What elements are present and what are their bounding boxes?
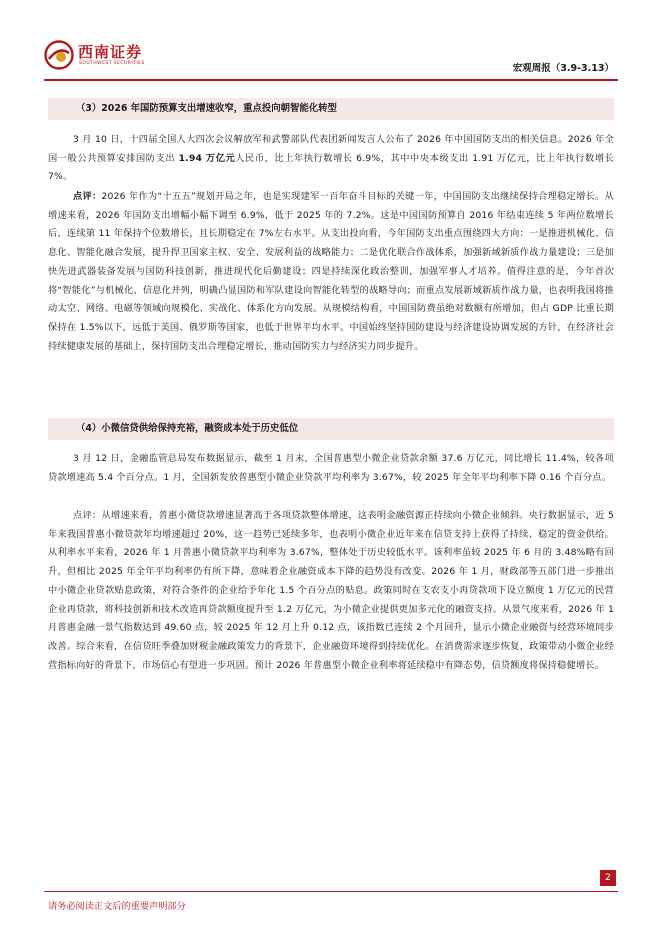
commentary-label: 点评： — [73, 191, 102, 202]
text-segment: 3 月 12 日，金融监管总局发布数据显示，截至 1 月末，全国普惠型小微企业贷款余额 37.6 万亿元，同比增长 11.4%，较各项贷款增速高 5.4 个百分点。1 月，全国新发放普惠型小微企业贷款平均利率为 3.67%，较 2025 年全年平均利率下降 0.16 个百分点。 — [48, 453, 614, 483]
logo-emblem-icon — [44, 40, 74, 70]
footer-divider — [44, 891, 618, 892]
highlight-value: 1.94 万亿元 — [178, 152, 236, 164]
paragraph-commentary — [48, 507, 614, 675]
footer-disclaimer: 请务必阅读正文后的重要声明部分 — [48, 901, 186, 912]
section-title-defense-budget: （3）2026 年国防预算支出增速收窄，重点投向朝智能化转型 — [48, 98, 614, 120]
text-segment: 点评：从增速来看，普惠小微贷款增速显著高于各项贷款整体增速，这表明金融资源正持续向小微企业倾斜。央行数据显示，近 5 年来我国普惠小微贷款年均增速超过 20%，这一趋势已延续多年，也表明小微企业近年来在信贷支持上获得了持续、稳定的资金供给。从利率水平来看，2026 年 1 月普惠小微贷款平均利率为 3.67%，整体处于历史较低水平。该利率虽较 2025 年 6 月的 3.48%略有回升，但相比 2025 年全年平均利率仍有所下降，意味着企业融资成本下降的趋势没有改变。2026 年 1 月，财政部等五部门进一步推出中小微企业贷款贴息政策，对符合条件的企业给予年化 1.5 个百分点的贴息。政策同时在支农支小再贷款项下设立额度 1 万亿元的民营企业再贷款，将科技创新和技术改造再贷款额度提升至 1.2 万亿元，为小微企业提供更加多元化的融资支持。从景气度来看，2026 年 1 月普惠金融一景气指数达到 49.60 点，较 2025 年 12 月上升 0.12 点，该指数已连续 2 个月回升，显示小微企业融资与经营环境同步改善。综合来看，在信贷旺季叠加财税金融政策发力的背景下，企业融资环境得到持续优化。在消费需求逐步恢复，政策带动小微企业经营指标向好的背景下，市场信心有望进一步巩固。预计 2026 年普惠型小微企业利率将延续稳中有降态势，信贷额度将保持稳健增长。 — [48, 510, 614, 671]
company-logo — [44, 40, 154, 72]
paragraph — [48, 131, 614, 187]
paragraph — [48, 450, 614, 487]
text-segment: 3 月 10 日，十四届全国人大四次会议解放军和武警部队代表团新闻发言人公布了 2026 年中国国防支出的相关信息。2026 年全国一般公共预算安排国防支出 — [48, 134, 614, 164]
header-divider — [44, 79, 618, 81]
text-segment: 人民币，比上年执行数增长 6.9%，其中中央本级支出 1.91 万亿元，比上年执行数增长 7%。 — [48, 152, 614, 183]
logo-text-cn: 西南证券 — [78, 43, 143, 61]
section-title-small-business-credit: （4）小微信贷供给保持充裕，融资成本处于历史低位 — [48, 418, 614, 440]
text-segment: 2026 年作为“十五五”规划开局之年，也是实现建军一百年奋斗目标的关键一年，中国国防支出继续保持合理稳定增长。从增速来看，2026 年国防支出增幅小幅下调至 6.9%，低于 2025 年的 7.2%。这是中国国防预算自 2016 年结束连续 5 年两位数增长后，连续第 11 年保持个位数增长，且长期稳定在 7%左右水平。从支出投向看，今年国防支出重点围绕四大方向：一是推进机械化、信息化、智能化融合发展，提升捍卫国家主权、安全、发展利益的战略能力；二是优化联合作战体系，加强新域新质作战力量建设；三是加快先进武器装备发展与国防科技创新，推进现代化后勤建设；四是持续深化政治整训，加强军事人才培养。值得注意的是，今年首次将“智能化”与机械化、信息化并列，明确凸显国防和军队建设向智能化转型的战略导向；而重点发展新域新质作战力量，也表明我国将推动太空、网络、电磁等领域向规模化、实战化、体系化方向发展。从规模结构看，中国国防费虽绝对数额有所增加，但占 GDP 比重长期保持在 1.5%以下，远低于美国、俄罗斯等国家，也低于世界平均水平。中国始终坚持国防建设与经济建设协调发展的方针，在经济社会持续健康发展的基础上，保持国防支出合理稳定增长，推动国防实力与经济实力同步提升。 — [48, 191, 614, 352]
logo-text-en: SOUTHWEST SECURITIES — [79, 61, 145, 66]
report-title: 宏观周报（3.9-3.13） — [512, 63, 614, 74]
page-number: 2 — [600, 870, 616, 886]
paragraph-commentary — [48, 188, 614, 356]
